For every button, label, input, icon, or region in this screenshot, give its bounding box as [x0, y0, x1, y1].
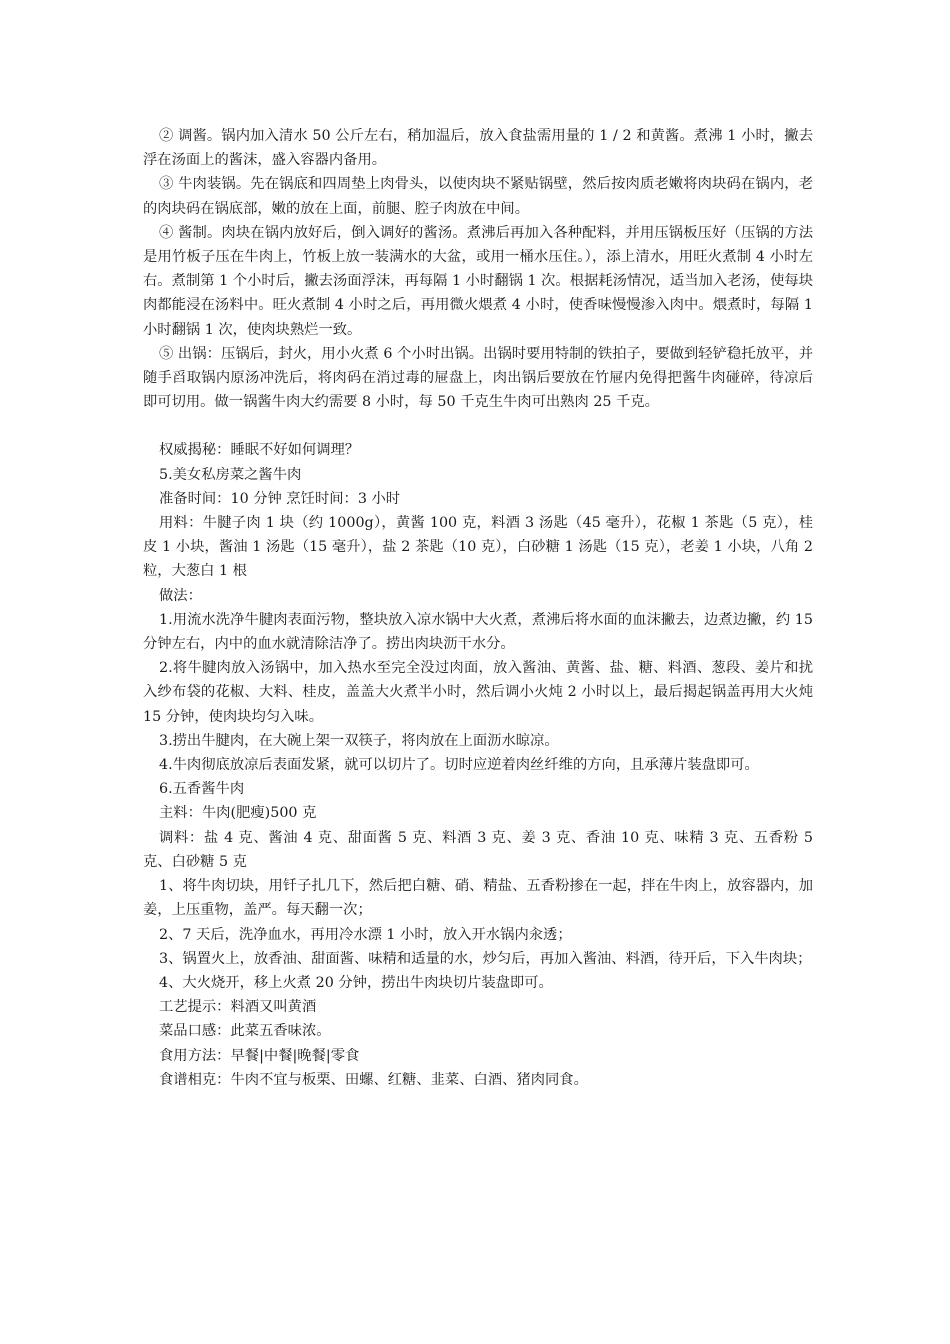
paragraph: 主料：牛肉(肥瘦)500 克	[159, 805, 317, 822]
paragraph: 食谱相克：牛肉不宜与板栗、田螺、红糖、韭菜、白酒、猪肉同食。	[159, 1071, 588, 1088]
paragraph: ③ 牛肉装锅。先在锅底和四周垫上肉骨头，以使肉块不紧贴锅壁，然后按肉质老嫩将肉块码在锅内，老的肉块码在锅底部，嫩的放在上面，前腿、腔子肉放在中间。	[143, 176, 813, 217]
paragraph: 菜品口感：此菜五香味浓。	[159, 1023, 331, 1040]
paragraph: 调料：盐 4 克、酱油 4 克、甜面酱 5 克、料酒 3 克、姜 3 克、香油 10 克、味精 3 克、五香粉 5 克、白砂糖 5 克	[143, 829, 813, 870]
paragraph: 3.捞出牛腱肉，在大碗上架一双筷子，将肉放在上面沥水晾凉。	[159, 732, 559, 749]
document-body	[143, 124, 813, 1092]
section-spacer	[143, 414, 813, 438]
paragraph: 食用方法：早餐|中餐|晚餐|零食	[159, 1047, 360, 1064]
paragraph: 工艺提示：料酒又叫黄酒	[159, 999, 317, 1016]
paragraph: 用料：牛腱子肉 1 块（约 1000g），黄酱 100 克，料酒 3 汤匙（45 毫升），花椒 1 茶匙（5 克），桂皮 1 小块，酱油 1 汤匙（15 毫升），盐 2 茶匙（10 克），白砂糖 1 汤匙（15 克），老姜 1 小块，八角 2 粒，大葱白 1 根	[143, 515, 813, 580]
paragraph: 准备时间：10 分钟 烹饪时间：3 小时	[159, 490, 401, 507]
paragraph: 3、锅置火上，放香油、甜面酱、味精和适量的水，炒匀后，再加入酱油、料酒，待开后，下入牛肉块；	[159, 950, 812, 967]
paragraph: ④ 酱制。肉块在锅内放好后，倒入调好的酱汤。煮沸后再加入各种配料，并用压锅板压好（压锅的方法是用竹板子压在牛肉上，竹板上放一装满水的大盆，或用一桶水压住。），添上清水，用旺火煮制 4 小时左右。煮制第 1 个小时后，撇去汤面浮沫，再每隔 1 小时翻锅 1 次。根据耗汤情况，适当加入老汤，使每块肉都能浸在汤料中。旺火煮制 4 小时之后，再用微火煨煮 4 小时，使香味慢慢渗入肉中。煨煮时，每隔 1 小时翻锅 1 次，使肉块熟烂一致。	[143, 224, 813, 338]
paragraph: 权威揭秘：睡眠不好如何调理？	[159, 442, 360, 459]
paragraph: 做法：	[159, 587, 202, 604]
paragraph: ② 调酱。锅内加入清水 50 公斤左右，稍加温后，放入食盐需用量的 1 / 2 和黄酱。煮沸 1 小时，撇去浮在汤面上的酱沫，盛入容器内备用。	[143, 128, 813, 169]
paragraph: 2.将牛腱肉放入汤锅中，加入热水至完全没过肉面，放入酱油、黄酱、盐、糖、料酒、葱段、姜片和扰入纱布袋的花椒、大料、桂皮，盖盖大火煮半小时，然后调小火炖 2 小时以上，最后揭起锅盖再用大火炖 15 分钟，使肉块均匀入味。	[143, 660, 813, 725]
paragraph: 1.用流水洗净牛腱肉表面污物，整块放入凉水锅中大火煮，煮沸后将水面的血沫撇去，边煮边撇，约 15 分钟左右，内中的血水就清除洁净了。捞出肉块沥干水分。	[143, 611, 813, 653]
paragraph: 4.牛肉彻底放凉后表面发紧，就可以切片了。切时应逆着肉丝纤维的方向，且承薄片装盘即可。	[159, 757, 759, 774]
paragraph: 2、7 天后，洗净血水，再用冷水漂 1 小时，放入开水锅内汆透；	[159, 926, 572, 943]
paragraph: 6.五香酱牛肉	[159, 781, 245, 798]
paragraph: 1、将牛肉切块，用钎子扎几下，然后把白糖、硝、精盐、五香粉掺在一起，拌在牛肉上，放容器内，加姜，上压重物，盖严。每天翻一次；	[143, 878, 813, 919]
paragraph: 4、大火烧开，移上火煮 20 分钟，捞出牛肉块切片装盘即可。	[159, 974, 553, 991]
paragraph: 5.美女私房菜之酱牛肉	[159, 466, 302, 483]
paragraph: ⑤ 出锅：压锅后，封火，用小火煮 6 个小时出锅。出锅时要用特制的铁拍子，要做到轻铲稳托放平，并随手舀取锅内原汤冲洗后，将肉码在消过毒的屉盘上，肉出锅后要放在竹屉内免得把酱牛肉碰碎，待凉后即可切用。做一锅酱牛肉大约需要 8 小时，每 50 千克生牛肉可出熟肉 25 千克。	[143, 345, 813, 411]
